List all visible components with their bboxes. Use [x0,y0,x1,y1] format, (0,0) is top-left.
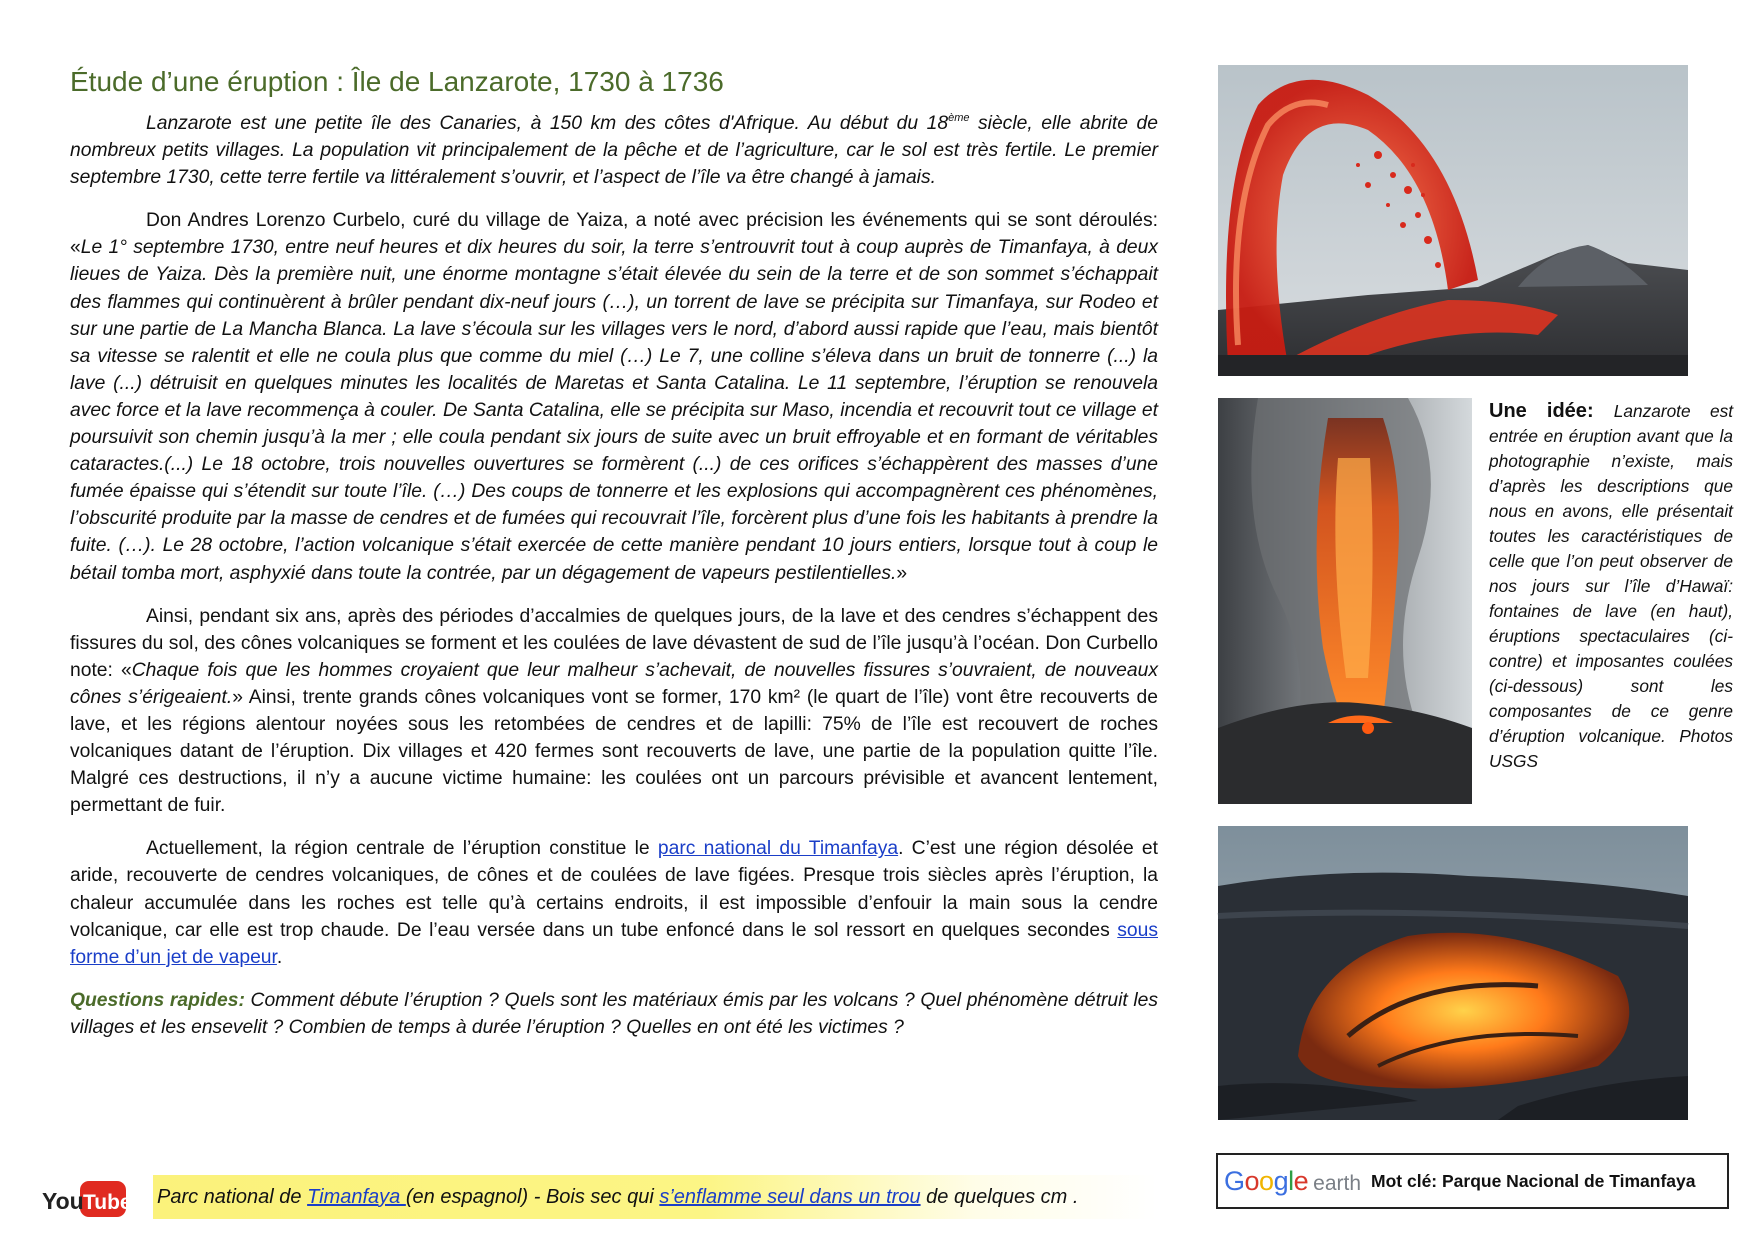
parc-national-link[interactable]: parc national du Timanfaya [657,838,899,860]
lava-fountain-photo [1218,65,1688,376]
lava-fountain-image [1218,65,1688,376]
youtube-logo-tube: Tube [83,1191,132,1214]
curbelo-paragraph: Don Andres Lorenzo Curbelo, curé du village de Yaiza, a noté avec précision les événements qui se sont déroulés: «Le 1° septembre 1730, entre neuf heures et dix heures du soir, la terre s’entrouvrit tout à coup auprès de Timanfaya, à deux lieues de Yaiza. Dès la première nuit, une énorme montagne s’était élevée du sein de la terre et de son sommet s’échappait des flammes qui continuèrent à brûler pendant dix-neuf jours (…), un torrent de lave se précipita sur Timanfaya, sur Rodeo et sur une partie de La Mancha Blanca. La lave s’écoula sur les villages vers le nord, d’abord aussi rapide que l’eau, mais bientôt sa vitesse se ralentit et elle ne coula plus que comme du miel (…) Le 7, une colline s’éleva dans un bruit de tonnerre (...) la lave (...) détruisit en quelques minutes les localités de Maretas et Santa Catalina. Le 11 septembre, l’éruption se renouvela avec force et la lave recommença à couler. De Santa Catalina, elle se précipita sur Maso, incendia et recouvrit tout ce village et poursuivit son chemin jusqu’à la mer ; elle coula pendant six jours de suite avec un bruit effroyable et en formant de véritables cataractes.(...) Le 18 octobre, trois nouvelles ouvertures se formèrent (...) de ces orifices s’échappèrent des masses d’une fumée épaisse qui s’étendit sur toute l’île. (…) Des coups de tonnerre et les explosions qui accompagnèrent ces phénomènes, l’obscurité produite par la masse de cendres et de fumées qui recouvrait l’île, forcèrent plus d’une fois les habitants à prendre la fuite. (…). Le 28 octobre, l’action volcanique s’était exercée de cette manière pendant 10 jours entiers, lorsque tout à coup le bétail tomba mort, asphyxié dans toute la contrée, par un dégagement de vapeurs pestilentielles.» [70,210,1158,584]
google-logo-letter: e [1293,1165,1309,1196]
lava-flow-image [1218,826,1688,1120]
youtube-icon[interactable] [42,1179,132,1219]
questions-paragraph: Questions rapides: Comment débute l’éruption ? Quels sont les matériaux émis par les volcans ? Quel phénomène détruit les villages et les ensevelit ? Combien de temps à durée l’éruption ? Quelles en ont été les victimes ? [70,989,1158,1038]
bois-sec-video-link[interactable]: s’enflamme seul dans un trou [659,1186,921,1208]
google-logo-letter: o [1259,1165,1274,1196]
idea-heading: Une idée [1489,400,1587,422]
page-title: Étude d’une éruption : Île de Lanzarote, 1730 à 1736 [70,66,724,97]
youtube-logo-you: You [42,1188,84,1214]
google-logo-letter: o [1244,1165,1260,1196]
curbelo-quote: Le 1° septembre 1730, entre neuf heures et dix heures du soir, la terre s’entrouvrit tout à coup auprès de Timanfaya, à deux lieues de Yaiza. Dès la première nuit, une énorme montagne s’était élevée du sein de la terre et de son sommet s’échappait des flammes qui continuèrent à brûler pendant dix-neuf jours (…), un torrent de lave se précipita sur Timanfaya, sur Rodeo et sur une partie de La Mancha Blanca. La lave s’écoula sur les villages vers le nord, d’abord aussi rapide que l’eau, mais bientôt sa vitesse se ralentit et elle ne coula plus que comme du miel (…) Le 7, une colline s’éleva dans un bruit de tonnerre (...) la lave (...) détruisit en quelques minutes les localités de Maretas et Santa Catalina. Le 11 septembre, l’éruption se renouvela avec force et la lave recommença à couler. De Santa Catalina, elle se précipita sur Maso, incendia et recouvrit tout ce village et poursuivit son chemin jusqu’à la mer ; elle coula pendant six jours de suite avec un bruit effroyable et en formant de véritables cataractes.(...) Le 18 octobre, trois nouvelles ouvertures se formèrent (...) de ces orifices s’échappèrent des masses d’une fumée épaisse qui s’étendit sur toute l’île. (…) Des coups de tonnerre et les explosions qui accompagnèrent ces phénomènes, l’obscurité produite par la masse de cendres et de fumées qui recouvrait l’île, forcèrent plus d’une fois les habitants à prendre la fuite. (…). Le 28 octobre, l’action volcanique s’était exercée de cette manière pendant 10 jours entiers, lorsque tout à coup le bétail tomba mort, asphyxié dans toute la contrée, par un dégagement de vapeurs pestilentielles. [70,237,1158,584]
google-logo-letter: g [1273,1165,1289,1196]
timanfaya-video-link[interactable]: Timanfaya [307,1186,406,1208]
eruption-column-photo [1218,398,1472,804]
eruption-column-image [1218,398,1472,804]
idea-text: Lanzarote est entrée en éruption avant que la photographie n’existe, mais d’après les descriptions que nous en avons, elle présentait toutes les caractéristiques de celle que l’on peut observer de nos jours sur l’île d’Hawaï: fontaines de lave (en haut), éruptions spectaculaires (ci-contre) et imposantes coulées (ci-dessous) sont les composantes de ce genre d’éruption volcanique. Photos USGS [1489,401,1734,771]
jet-de-vapeur-link[interactable]: sous forme d’un jet de vapeur [70,919,1158,968]
timanfaya-paragraph: Actuellement, la région centrale de l’éruption constitue le parc national du Timanfaya. C’est une région désolée et aride, recouverte de cendres volcaniques, de cônes et de coulées de lave figées. Presque trois siècles après l’éruption, la chaleur accumulée dans les roches est telle qu’à certains endroits, il est impossible d’enfouir la main sous la cendre volcanique, car elle est trop chaude. De l’eau versée dans un tube enfoncé dans le sol ressort en quelques secondes sous forme d’un jet de vapeur. [70,838,1158,968]
idea-note: Une idée: Lanzarote est entrée en éruption avant que la photographie n’existe, mais d’après les descriptions que nous en avons, elle présentait toutes les caractéristiques de celle que l’on peut observer de nos jours sur l’île d’Hawaï: fontaines de lave (en haut), éruptions spectaculaires (ci-contre) et imposantes coulées (ci-dessous) sont les composantes de ce genre d’éruption volcanique. Photos USGS [1489,400,1734,771]
main-column [70,66,1158,1057]
google-earth-logo: Google earth [1224,1165,1362,1196]
youtube-links-bar: Parc national de Timanfaya (en espagnol) - Bois sec qui s’enflamme seul dans un trou de quelques cm . [153,1175,1157,1219]
google-logo-letter: l [1288,1165,1294,1196]
questions-label: Questions rapides: [70,989,245,1011]
lava-flow-photo [1218,826,1688,1120]
intro-paragraph: Lanzarote est une petite île des Canaries, à 150 km des côtes d'Afrique. Au début du 18ème siècle, elle abrite de nombreux petits villages. La population vit principalement de la pêche et de l’agriculture, car le sol est très fertile. Le premier septembre 1730, cette terre fertile va littéralement s’ouvrir, et l’aspect de l’île va être changé à jamais. [70,112,1158,189]
six-years-paragraph: Ainsi, pendant six ans, après des périodes d’accalmies de quelques jours, de la lave et des cendres s’échappent des fissures du sol, des cônes volcaniques se forment et les coulées de lave dévastent de sud de l’île jusqu’à l’océan. Don Curbello note: «Chaque fois que les hommes croyaient que leur malheur s’achevait, de nouvelles fissures s’ouvraient, de nouveaux cônes s’érigeaient.» Ainsi, trente grands cônes volcaniques vont se former, 170 km² (le quart de l’île) vont être recouverts de lave, et les régions alentour noyées sous les retombées de cendres et de lapilli: 75% de l’île est recouvert de roches volcaniques datant de l’éruption. Dix villages et 420 fermes sont recouverts de lave, une partie de la population quitte l’île. Malgré ces destructions, il n’y a aucune victime humaine: les coulées ont un parcours prévisible et avancent lentement, permettant de fuir. [70,605,1158,817]
google-earth-keyword-box[interactable] [1216,1153,1729,1209]
google-logo-letter: G [1224,1165,1245,1196]
google-earth-keyword: Mot clé: Parque Nacional de Timanfaya [1371,1170,1696,1191]
